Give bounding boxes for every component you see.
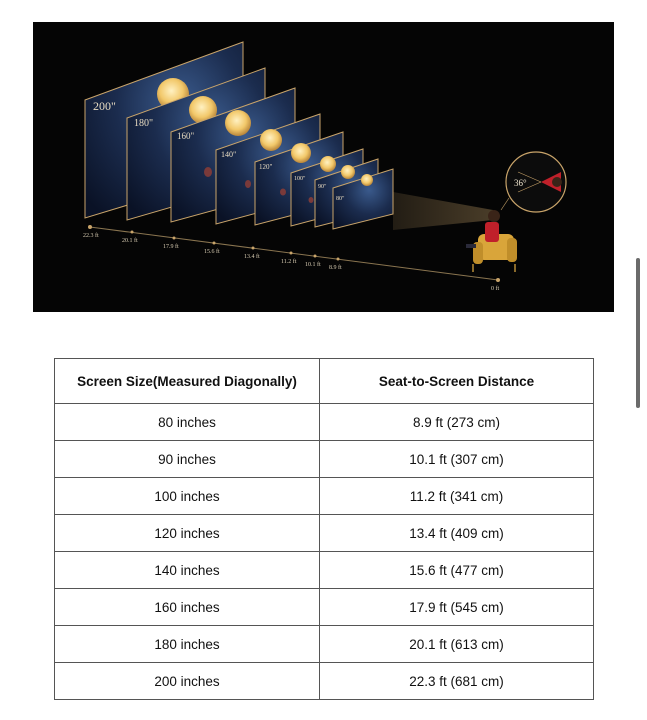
header-screen-size: Screen Size(Measured Diagonally) (55, 359, 320, 404)
distance-label-20-1: 20.1 ft (122, 238, 138, 244)
screen-label-120: 120" (259, 163, 273, 171)
screen-label-90: 90" (318, 184, 327, 190)
cell-distance: 11.2 ft (341 cm) (320, 478, 594, 515)
table-row (55, 515, 594, 552)
table-row (55, 478, 594, 515)
screen-label-160: 160" (177, 131, 195, 141)
table-row (55, 441, 594, 478)
table-row (55, 626, 594, 663)
screen-label-100: 100" (294, 176, 306, 182)
cell-distance: 10.1 ft (307 cm) (320, 441, 594, 478)
distance-label-17-9: 17.9 ft (163, 244, 179, 250)
table-row (55, 552, 594, 589)
screen-distance-table (54, 358, 594, 700)
cell-screen-size: 80 inches (55, 404, 320, 441)
cell-distance: 22.3 ft (681 cm) (320, 663, 594, 700)
cell-screen-size: 90 inches (55, 441, 320, 478)
distance-axis (90, 227, 498, 280)
inset-pointer (501, 198, 509, 210)
cell-distance: 13.4 ft (409 cm) (320, 515, 594, 552)
table-row (55, 663, 594, 700)
cell-distance: 17.9 ft (545 cm) (320, 589, 594, 626)
cell-screen-size: 200 inches (55, 663, 320, 700)
cell-screen-size: 140 inches (55, 552, 320, 589)
distance-label-10-1: 10.1 ft (305, 262, 321, 268)
cell-distance: 8.9 ft (273 cm) (320, 404, 594, 441)
viewing-angle-inset (506, 152, 566, 212)
table-row (55, 589, 594, 626)
scrollbar-thumb[interactable] (636, 258, 640, 408)
table-header-row (55, 359, 594, 404)
cell-distance: 15.6 ft (477 cm) (320, 552, 594, 589)
cell-screen-size: 120 inches (55, 515, 320, 552)
distance-label-22-3: 22.3 ft (83, 233, 99, 239)
illustration-canvas (33, 22, 614, 312)
table-row (55, 404, 594, 441)
screen-label-140: 140" (221, 150, 237, 159)
distance-label-0: 0 ft (491, 286, 500, 292)
distance-label-8-9: 8.9 ft (329, 265, 342, 271)
cell-distance: 20.1 ft (613 cm) (320, 626, 594, 663)
cell-screen-size: 180 inches (55, 626, 320, 663)
screen-label-180: 180" (134, 118, 154, 129)
distance-label-13-4: 13.4 ft (244, 254, 260, 260)
cell-screen-size: 100 inches (55, 478, 320, 515)
distance-label-11-2: 11.2 ft (281, 259, 297, 265)
viewing-angle-label: 36° (514, 178, 527, 188)
screen-label-80: 80" (336, 196, 345, 202)
screen-label-200: 200" (93, 99, 116, 113)
header-seat-distance: Seat-to-Screen Distance (320, 359, 594, 404)
projection-beam (393, 192, 493, 230)
distance-label-15-6: 15.6 ft (204, 249, 220, 255)
projection-illustration (33, 22, 614, 312)
cell-screen-size: 160 inches (55, 589, 320, 626)
